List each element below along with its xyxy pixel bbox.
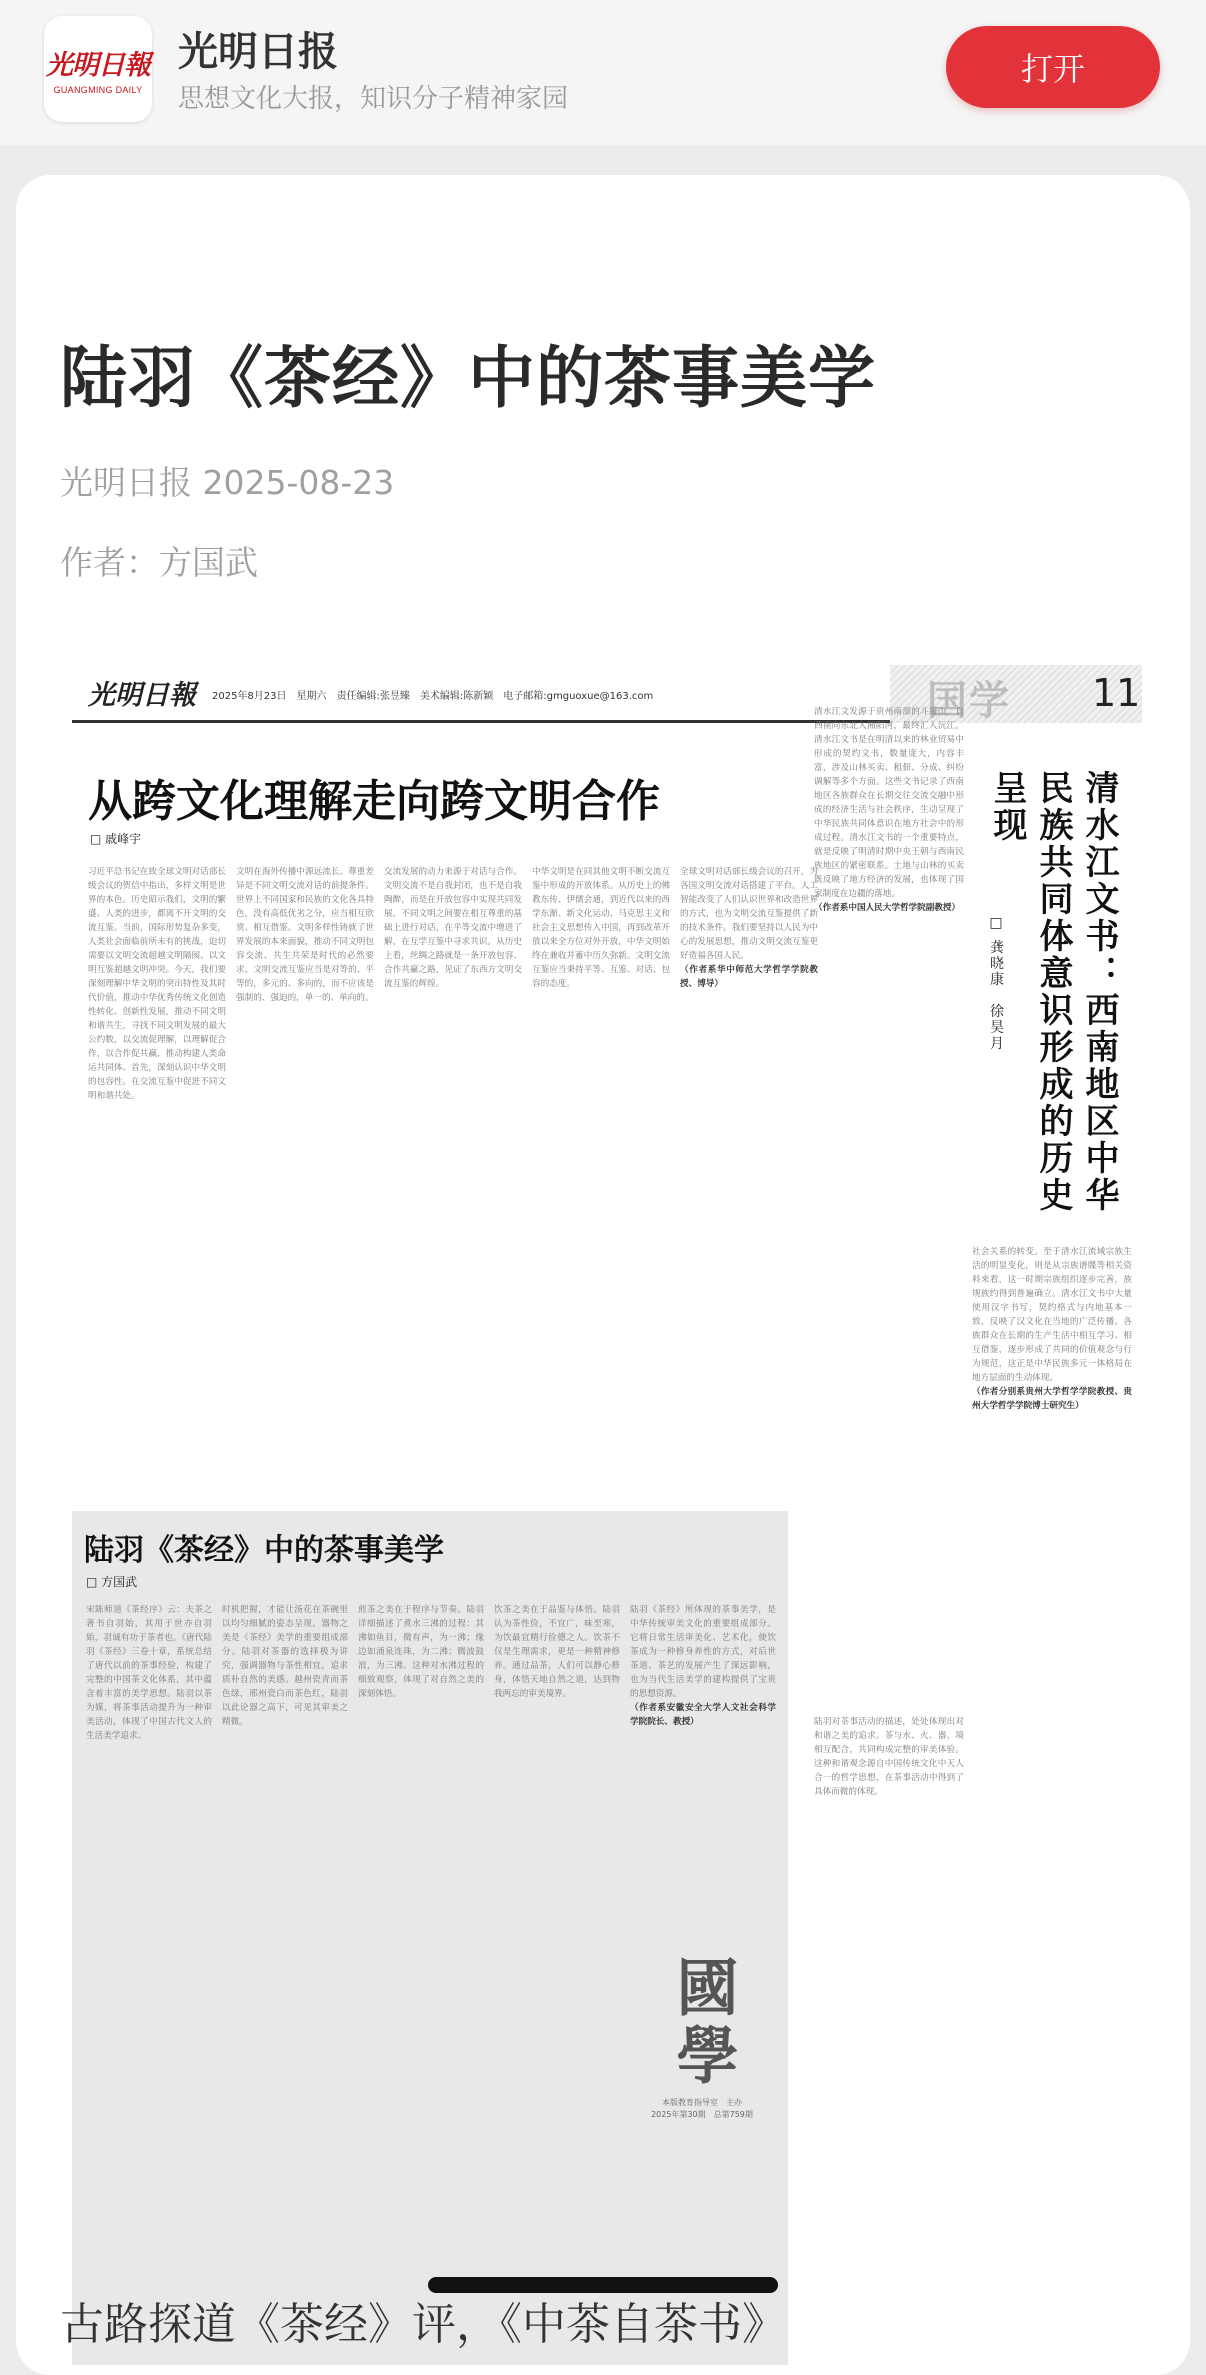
tea-column-3-text: 煎茶之美在于程序与节奏。陆羽详细描述了煮水三沸的过程：其沸如鱼目，微有声，为一沸；缘边如涌泉连珠，为二沸；腾波鼓浪，为三沸。这种对水沸过程的细致观察，体现了对自然之美的深刻体悟。 — [358, 1605, 484, 1699]
tea-article-byline: □ 方国武 — [86, 1575, 138, 1589]
article-author: 作者：方国武 — [60, 543, 258, 582]
side-article-column-3-text: 陆羽对茶事活动的描述，处处体现出对和谐之美的追求。茶与水、火、器、境相互配合，共同构成完整的审美体验。这种和谐观念源自中国传统文化中天人合一的哲学思想，在茶事活动中得到了具体而微的体现。 — [814, 1717, 964, 1797]
tea-column-4-text: 饮茶之美在于品鉴与体悟。陆羽认为茶性俭，不宜广，味至寒，为饮最宜精行俭德之人。饮茶不仅是生理需求，更是一种精神修养。通过品茶，人们可以静心修身，体悟天地自然之道，达到物我两忘的审美境界。 — [494, 1605, 620, 1699]
tea-author-note: （作者系安徽安全大学人文社会科学学院院长、教授） — [630, 1703, 776, 1727]
section-name: 国学 — [927, 677, 1011, 724]
article1-column-5-text: 全球文明对话部长级会议的召开，为各国文明交流对话搭建了平台。人工智能改变了人们认识世界和改造世界的方式，也为文明交流互鉴提供了新的技术条件。我们要坚持以人民为中心的发展思想，推动文明交流互鉴更好造福各国人民。 — [680, 867, 818, 961]
home-indicator[interactable] — [428, 2277, 778, 2293]
app-name: 光明日报 — [178, 29, 338, 75]
tea-column-3 — [358, 1603, 484, 2343]
article1-column-1 — [88, 865, 226, 1495]
article1-column-2-text: 文明在海外传播中源远流长。尊重差异是不同文明交流对话的前提条件。世界上不同国家和民族的文化各具特色，没有高低优劣之分，应当相互欣赏、相互借鉴。文明多样性铸就了世界发展的本来面貌，推动不同文明包容交流、共生共荣是时代的必然要求。文明交流互鉴应当是对等的、平等的，多元的、多向的，而不应该是强制的、强迫的，单一的、单向的。 — [236, 867, 374, 1003]
app-download-banner — [0, 0, 1206, 145]
stamp-text: 國學 — [666, 1955, 739, 2091]
article1-column-1-text: 习近平总书记在致全球文明对话部长级会议的贺信中指出，多样文明是世界的本色。历史昭示我们，文明的繁盛、人类的进步，都离不开文明的交流互鉴。当前，国际形势复杂多变，人类社会面临前所未有的挑战，迫切需要以文明交流超越文明隔阂、以文明互鉴超越文明冲突。今天，我们要深刻理解中华文明的突出特性及其时代价值，推动中华优秀传统文化创造性转化、创新性发展，推动不同文明和谐共生，寻找不同文明发展的最大公约数，以交流促理解，以理解促合作，以合作促共赢，推动构建人类命运共同体。首先，深刻认识中华文明的包容性。在交流互鉴中促进不同文明和谐共处。 — [88, 867, 226, 1101]
newspaper-page-image[interactable] — [72, 665, 1142, 2365]
side-article-byline: □ 龚晓康 徐昊月 — [988, 915, 1004, 1052]
article1-column-2 — [236, 865, 374, 1495]
app-logo-english: GUANGMING DAILY — [53, 85, 143, 95]
tea-article-title: 陆羽《茶经》中的茶事美学 — [84, 1533, 444, 1568]
app-slogan: 思想文化大报，知识分子精神家园 — [178, 84, 569, 114]
masthead-info: 2025年8月23日 星期六 责任编辑:张昱臻 美术编辑:陈新颖 电子邮箱:gmguoxue@163.com — [212, 691, 654, 702]
tea-column-1-text: 宋陈师道《茶经序》云：夫茶之著书自羽始，其用于世亦自羽始，羽诚有功于茶者也。《唐代陆羽《茶经》三卷十章，系统总结了唐代以前的茶事经验，构建了完整的中国茶文化体系，其中蕴含着丰富的美学思想。陆羽以茶为媒，将茶事活动提升为一种审美活动，体现了中国古代文人的生活美学追求。 — [86, 1605, 212, 1741]
side-article-column-1-text: 清水江文发源于贵州南部的斗篷山，自西南向东北入湘阳河，最终汇入沅江。清水江文书是在明清以来的林业贸易中形成的契约文书，数量庞大，内容丰富，涉及山林买卖、租佃、分成、纠纷调解等多个方面。这些文书记录了西南地区各族群众在长期交往交流交融中形成的经济生活与社会秩序，生动呈现了中华民族共同体意识在地方社会中的形成过程。清水江文书的一个重要特点，就是反映了明清时期中央王朝与西南民族地区的紧密联系。土地与山林的买卖既反映了地方经济的发展，也体现了国家制度在边疆的落地。 — [814, 707, 964, 899]
newspaper-masthead — [72, 665, 1142, 723]
tea-column-1 — [86, 1603, 212, 2343]
masthead-logo: 光明日報 — [88, 680, 196, 711]
article1-column-5 — [680, 865, 818, 1495]
article-card — [16, 175, 1190, 2375]
side-article-column-2 — [972, 1245, 1132, 2345]
tea-column-5 — [630, 1603, 776, 1933]
side-article-author-note: （作者分别系贵州大学哲学学院教授、贵州大学哲学学院博士研究生） — [972, 1387, 1132, 1411]
side-article-column-2-text: 社会关系的转变。至于清水江流域宗族生活的明显变化，则是从宗族谱牒等相关资料来看，这一时期宗族组织逐步完善，族规族约得到普遍确立。清水江文书中大量使用汉字书写，契约格式与内地基本一致，反映了汉文化在当地的广泛传播。各族群众在长期的生产生活中相互学习、相互借鉴，逐步形成了共同的价值观念与行为规范，这正是中华民族多元一体格局在地方层面的生动体现。 — [972, 1247, 1132, 1383]
tea-column-5-text: 陆羽《茶经》所体现的茶事美学，是中华传统审美文化的重要组成部分。它将日常生活审美化、艺术化，使饮茶成为一种修身养性的方式，对后世茶道、茶艺的发展产生了深远影响，也为当代生活美学的建构提供了宝贵的思想资源。 — [630, 1605, 776, 1699]
article1-column-4 — [532, 865, 670, 1495]
side-article-heading: 清水江文书：西南地区中华民族共同体意识形成的历史呈现 — [987, 770, 1119, 1214]
tea-column-2-text: 时机把握，才能让汤花在茶碗里以均匀细腻的姿态呈现。器物之美是《茶经》美学的重要组成部分。陆羽对茶器的选择极为讲究，强调器物与茶性相宜，追求质朴自然的美感。越州瓷青而茶色绿，邢州瓷白而茶色红，陆羽以此论器之高下，可见其审美之精微。 — [222, 1605, 348, 1727]
open-app-button[interactable]: 打开 — [946, 26, 1160, 108]
app-logo — [44, 16, 152, 122]
guoxue-stamp — [627, 1955, 777, 2255]
page-number: 11 — [1092, 671, 1141, 715]
article1-column-3-text: 交流发展的动力来源于对话与合作。文明交流不是自我封闭，也不是自我陶醉，而是在开放包容中实现共同发展。不同文明之间要在相互尊重的基础上进行对话，在平等交流中增进了解，在互学互鉴中寻求共识。从历史上看，丝绸之路就是一条开放包容、合作共赢之路，见证了东西方文明交流互鉴的辉煌。 — [384, 867, 522, 989]
side-article-column-1 — [814, 705, 964, 1705]
article-title: 陆羽《茶经》中的茶事美学 — [60, 339, 876, 417]
article1-column-4-text: 中华文明是在同其他文明不断交流互鉴中形成的开放体系。从历史上的佛教东传、伊儒会通，到近代以来的西学东渐、新文化运动、马克思主义和社会主义思想传入中国，再到改革开放以来全方位对外开放，中华文明始终在兼收并蓄中历久弥新。文明交流互鉴应当秉持平等、互鉴、对话、包容的态度。 — [532, 867, 670, 989]
article1-column-3 — [384, 865, 522, 1495]
side-article-mid-note: （作者系中国人民大学哲学院副教授） — [814, 903, 961, 913]
tea-column-2 — [222, 1603, 348, 2343]
tea-column-4 — [494, 1603, 620, 2343]
next-section-title: 古路探道《茶经》评，《中茶自茶书》 — [60, 2299, 786, 2350]
side-article-column-3 — [814, 1715, 964, 2355]
byline-cross-civilization: □ 戚峰宇 — [90, 832, 142, 846]
stamp-caption: 本版教育指导室 主办 2025年第30期 总第759期 — [651, 2098, 753, 2119]
headline-cross-civilization: 从跨文化理解走向跨文明合作 — [88, 776, 660, 827]
app-logo-mark: 光明日報 — [46, 50, 150, 81]
article1-author-note: （作者系华中师范大学哲学学院教授、博导） — [680, 965, 818, 989]
article-source-date: 光明日报 2025-08-23 — [60, 463, 395, 502]
